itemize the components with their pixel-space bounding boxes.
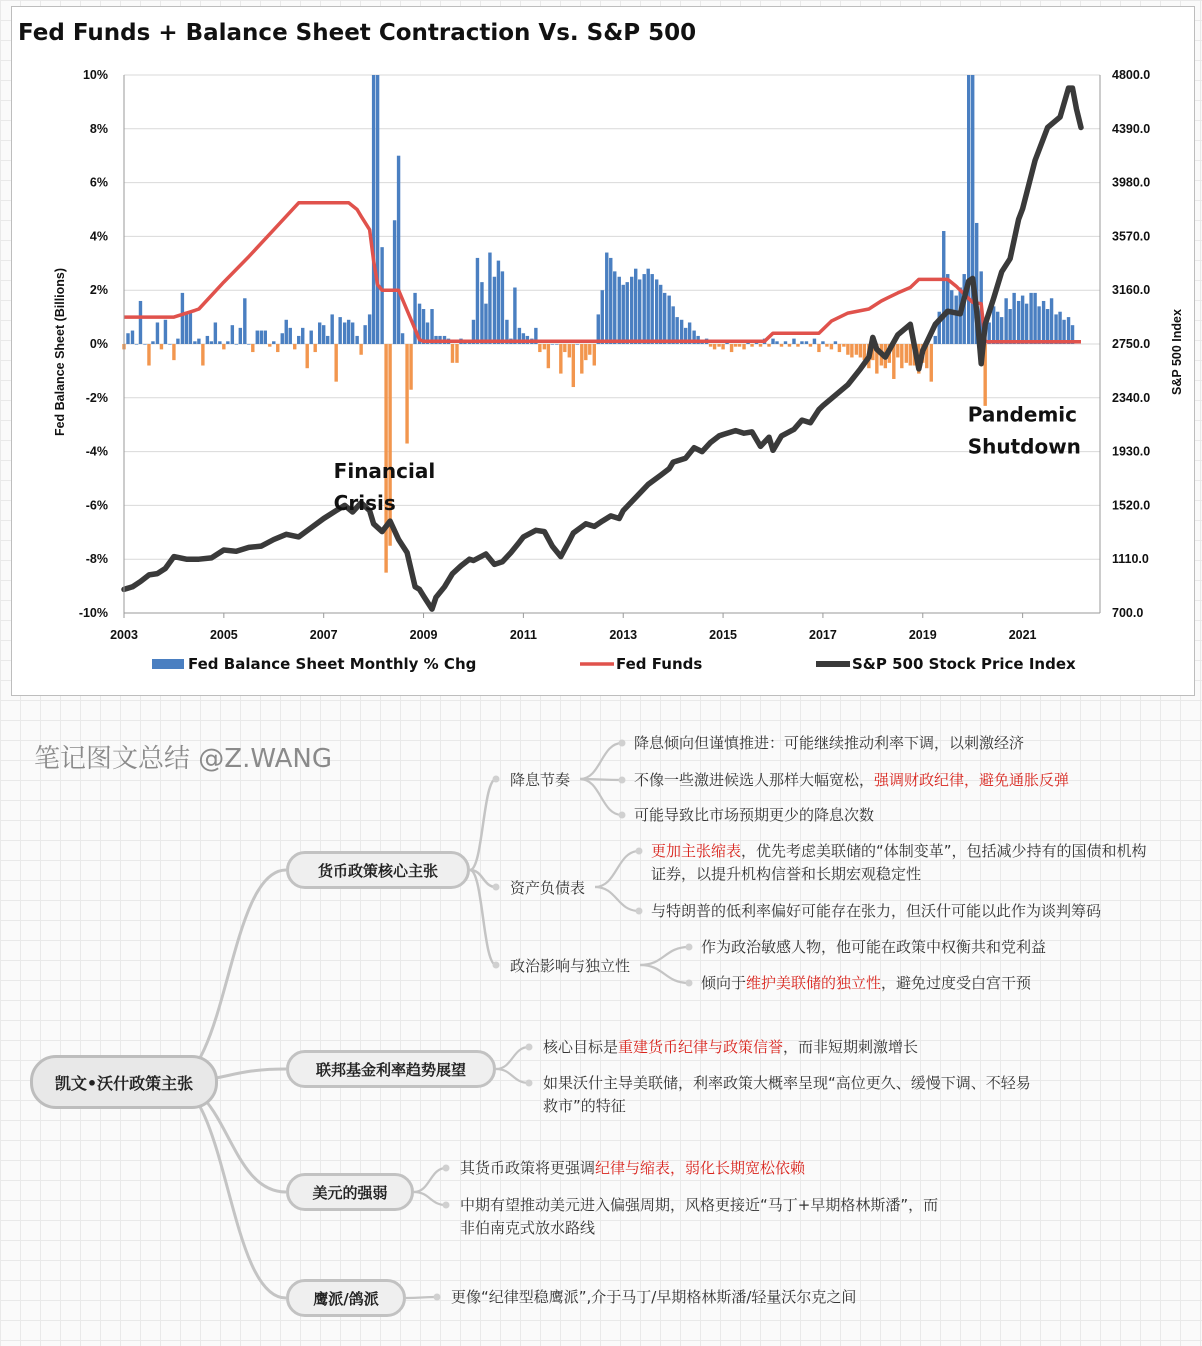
- sub-branch-label: 资产负债表: [510, 879, 586, 897]
- balance-sheet-bar: [1067, 317, 1070, 344]
- connector-dot: [493, 884, 500, 891]
- balance-sheet-bar: [247, 344, 250, 345]
- balance-sheet-bar: [1000, 317, 1003, 344]
- annotation-text: Pandemic: [967, 402, 1078, 427]
- mind-map-connectors: [0, 700, 1202, 1346]
- balance-sheet-bar: [347, 320, 350, 344]
- line-series: [124, 88, 1081, 609]
- balance-sheet-bar: [143, 344, 146, 345]
- leaf-text: [634, 769, 1069, 792]
- balance-sheet-bar: [1037, 306, 1040, 344]
- connector-dot: [526, 1044, 533, 1051]
- y-left-tick-label: -2%: [85, 390, 108, 405]
- balance-sheet-bar: [1012, 293, 1015, 344]
- balance-sheet-bar: [497, 261, 500, 344]
- balance-sheet-bar: [260, 331, 263, 344]
- y-left-tick-label: 10%: [82, 68, 108, 82]
- leaf-text-part: ，避免过度受白宫干预: [881, 974, 1032, 992]
- y-right-tick-label: 2750.0: [1112, 337, 1151, 351]
- balance-sheet-bar: [642, 274, 645, 344]
- balance-sheet-bar: [846, 344, 849, 355]
- balance-sheet-bar: [855, 344, 858, 355]
- balance-sheet-bar: [825, 344, 828, 347]
- connector: [595, 851, 639, 887]
- connector: [470, 870, 496, 965]
- balance-sheet-bar: [563, 344, 566, 352]
- connector-dot: [443, 1202, 450, 1209]
- balance-sheet-bar: [605, 253, 608, 344]
- balance-sheet-bar: [1054, 314, 1057, 344]
- balance-sheet-bar: [950, 290, 953, 344]
- balance-sheet-bar: [622, 285, 625, 344]
- y-left-tick-label: 6%: [89, 175, 108, 190]
- balance-sheet-bar: [338, 317, 341, 344]
- balance-sheet-bar: [272, 341, 275, 344]
- balance-sheet-bar: [775, 341, 778, 344]
- annotations: [334, 402, 1081, 514]
- balance-sheet-bar: [618, 277, 621, 344]
- connector-dot: [619, 740, 626, 747]
- balance-sheet-bar: [330, 314, 333, 344]
- y-left-tick-label: -4%: [85, 444, 108, 459]
- balance-sheet-bar: [343, 322, 346, 344]
- balance-sheet-bar: [351, 322, 354, 344]
- connector: [595, 887, 639, 911]
- balance-sheet-bar: [930, 344, 933, 382]
- balance-sheet-bar: [256, 331, 259, 344]
- y-right-tick-label: 1520.0: [1112, 498, 1151, 513]
- balance-sheet-bar: [193, 341, 196, 344]
- balance-sheet-bar: [942, 231, 945, 344]
- watermark: 笔记图文总结 @Z.WANG: [34, 744, 333, 774]
- highlight-text: 维护美联储的独立性: [746, 974, 882, 992]
- y-left-tick-label: 4%: [89, 229, 108, 244]
- balance-sheet-bar: [264, 331, 267, 344]
- connector-dot: [636, 848, 643, 855]
- balance-sheet-bar: [1025, 304, 1028, 344]
- balance-sheet-bar: [306, 344, 309, 368]
- balance-sheet-bar: [742, 344, 745, 349]
- balance-sheet-bar: [1046, 309, 1049, 344]
- balance-sheet-bar: [800, 341, 803, 344]
- balance-sheet-bar: [334, 344, 337, 382]
- balance-sheet-bar: [767, 344, 770, 347]
- connector: [470, 779, 496, 870]
- balance-sheet-bar: [181, 293, 184, 344]
- leaf-text-part: 其货币政策将更强调: [460, 1159, 596, 1177]
- balance-sheet-bar: [784, 341, 787, 344]
- balance-sheet-bar: [243, 298, 246, 344]
- balance-sheet-bar: [817, 344, 820, 352]
- y-right-tick-label: 4390.0: [1112, 121, 1151, 136]
- connector-dot: [493, 776, 500, 783]
- connector-dot: [443, 1165, 450, 1172]
- y-right-tick-label: 1930.0: [1112, 444, 1151, 459]
- balance-sheet-bar: [759, 344, 762, 347]
- connector-dot: [686, 944, 693, 951]
- balance-sheet-bar: [393, 220, 396, 344]
- leaf-text: [634, 804, 874, 827]
- balance-sheet-bar: [555, 344, 558, 345]
- x-tick-label: 2011: [509, 628, 537, 642]
- y-right-tick-label: 3160.0: [1112, 283, 1151, 298]
- sp500-line: [124, 88, 1081, 609]
- connector: [496, 1069, 529, 1083]
- balance-sheet-bar: [734, 344, 737, 347]
- balance-sheet-bar: [788, 344, 791, 347]
- balance-sheet-bar: [151, 341, 154, 344]
- balance-sheet-bar: [322, 325, 325, 344]
- legend-label: Fed Balance Sheet Monthly % Chg: [188, 655, 477, 673]
- balance-sheet-bar: [909, 344, 912, 366]
- leaf-text-part: 降息倾向但谨慎推进：可能继续推动利率下调，以刺激经济: [634, 734, 1025, 752]
- balance-sheet-bar: [834, 341, 837, 344]
- balance-sheet-bar: [455, 344, 458, 363]
- balance-sheet-bar: [185, 312, 188, 344]
- connector: [640, 947, 689, 965]
- balance-sheet-bar: [422, 309, 425, 344]
- balance-sheet-bar: [156, 322, 159, 344]
- balance-sheet-bar: [372, 75, 375, 344]
- balance-sheet-bar: [135, 344, 138, 345]
- balance-sheet-bar: [805, 341, 808, 344]
- balance-sheet-bar: [488, 253, 491, 344]
- balance-sheet-bar: [218, 341, 221, 344]
- balance-sheet-bar: [380, 247, 383, 344]
- balance-sheet-bar: [206, 336, 209, 344]
- chart-panel: [11, 6, 1195, 696]
- balance-sheet-bar: [630, 277, 633, 344]
- x-tick-label: 2013: [609, 628, 638, 642]
- balance-sheet-bar: [543, 344, 546, 349]
- y-left-tick-label: -6%: [85, 498, 108, 513]
- balance-sheet-bar: [363, 325, 366, 344]
- balance-sheet-bar: [601, 290, 604, 344]
- balance-sheet-bar: [638, 279, 641, 344]
- leaf-text-part: 中期有望推动美元进入偏强周期，风格更接近“马丁+早期格林斯潘”，而非伯南克式放水路线: [460, 1196, 939, 1237]
- balance-sheet-bar: [671, 306, 674, 344]
- balance-sheet-bar: [301, 328, 304, 344]
- y-left-tick-label: 0%: [89, 337, 108, 351]
- balance-sheet-bar: [359, 344, 362, 355]
- balance-sheet-bar: [896, 344, 899, 357]
- legend: [152, 655, 1076, 673]
- balance-sheet-bar: [780, 344, 783, 347]
- x-tick-label: 2021: [1008, 628, 1037, 642]
- balance-sheet-bar: [796, 344, 799, 347]
- connector-dot: [686, 980, 693, 987]
- highlight-text: 纪律与缩表，弱化长期宽松依赖: [595, 1159, 806, 1177]
- balance-sheet-bar: [1017, 301, 1020, 344]
- y-left-tick-label: 2%: [89, 283, 108, 298]
- y-right-tick-label: 700.0: [1112, 606, 1144, 620]
- branch-node: 鹰派/鸽派: [286, 1279, 406, 1317]
- y-right-tick-label: 2340.0: [1112, 390, 1151, 405]
- connector: [170, 1082, 286, 1298]
- balance-sheet-bar: [830, 344, 833, 349]
- balance-sheet-bar: [401, 333, 404, 344]
- balance-sheet-bar: [176, 339, 179, 344]
- leaf-text-part: ，而非短期刺激增长: [783, 1038, 919, 1056]
- balance-sheet-bar: [409, 344, 412, 390]
- balance-sheet-bar: [750, 344, 753, 347]
- x-tick-label: 2015: [709, 628, 737, 642]
- balance-sheet-bar: [838, 344, 841, 352]
- balance-sheet-bar: [655, 279, 658, 344]
- balance-sheet-bar: [584, 344, 587, 360]
- balance-sheet-bar: [480, 282, 483, 344]
- balance-sheet-bar: [1050, 298, 1053, 344]
- connector: [414, 1168, 446, 1192]
- connector-dot: [493, 962, 500, 969]
- balance-sheet-bar: [210, 341, 213, 344]
- balance-sheet-bar: [738, 344, 741, 347]
- balance-sheet-bar: [493, 277, 496, 344]
- legend-label: S&P 500 Stock Price Index: [852, 655, 1076, 673]
- balance-sheet-bar: [934, 336, 937, 344]
- balance-sheet-bar: [326, 336, 329, 344]
- leaf-text: [651, 840, 1161, 886]
- balance-sheet-bar: [667, 296, 670, 344]
- balance-sheet-bar: [484, 304, 487, 344]
- leaf-text: [701, 936, 1046, 959]
- balance-sheet-bar: [809, 344, 812, 347]
- chart-title: Fed Funds + Balance Sheet Contraction Vs. S&P 500: [18, 20, 697, 46]
- balance-sheet-bar: [813, 339, 816, 344]
- mind-map: [0, 700, 1202, 1346]
- y-left-tick-label: 8%: [89, 121, 108, 136]
- balance-sheet-bar: [859, 344, 862, 357]
- y-right-tick-label: 4800.0: [1112, 68, 1151, 82]
- balance-sheet-bar: [314, 344, 317, 352]
- balance-sheet-bar: [821, 341, 824, 344]
- balance-sheet-bar: [297, 336, 300, 344]
- y-left-tick-label: -8%: [85, 552, 108, 567]
- balance-sheet-bar: [197, 339, 200, 344]
- balance-sheet-bar: [713, 344, 716, 349]
- highlight-text: 强调财政纪律，避免通胀反弹: [874, 771, 1070, 789]
- legend-swatch: [152, 659, 184, 669]
- balance-sheet-bar: [717, 344, 720, 347]
- balance-sheet-bar: [992, 306, 995, 344]
- leaf-text: [460, 1157, 805, 1180]
- leaf-text-part: 不像一些激进候选人那样大幅宽松，: [634, 771, 875, 789]
- balance-sheet-bar: [289, 328, 292, 344]
- balance-sheet-bar: [613, 271, 616, 344]
- balance-sheet-bar: [201, 344, 204, 366]
- balance-sheet-bar: [1042, 301, 1045, 344]
- axes: [79, 68, 1150, 642]
- balance-sheet-bar: [293, 344, 296, 349]
- balance-sheet-bar: [905, 344, 908, 363]
- balance-sheet-bar: [900, 344, 903, 368]
- balance-sheet-bar: [281, 333, 284, 344]
- balance-sheet-bar: [792, 339, 795, 344]
- mind-map-root: 凯文•沃什政策主张: [30, 1055, 218, 1109]
- balance-sheet-bar: [310, 331, 313, 344]
- balance-sheet-bar: [318, 322, 321, 344]
- annotation-text: Financial: [333, 458, 436, 483]
- balance-sheet-bar: [160, 344, 163, 349]
- x-tick-label: 2017: [809, 628, 837, 642]
- balance-sheet-bar: [576, 344, 579, 345]
- balance-sheet-bar: [147, 344, 150, 366]
- balance-sheet-bar: [276, 344, 279, 352]
- x-tick-label: 2005: [209, 628, 238, 642]
- y-right-tick-label: 3980.0: [1112, 175, 1151, 190]
- balance-sheet-bar: [388, 344, 391, 546]
- leaf-text: [543, 1072, 1043, 1118]
- balance-sheet-bar: [251, 344, 254, 352]
- balance-sheet-bar: [164, 320, 167, 344]
- chart-svg: [12, 7, 1194, 695]
- leaf-text: [451, 1286, 856, 1309]
- leaf-text: [460, 1194, 950, 1240]
- balance-sheet-bar: [538, 344, 541, 352]
- balance-sheet-bar: [580, 344, 583, 374]
- balance-sheet-bar: [214, 322, 217, 344]
- branch-node: 货币政策核心主张: [286, 851, 470, 889]
- balance-sheet-bar: [593, 344, 596, 366]
- balance-sheet-bar: [172, 344, 175, 360]
- balance-sheet-bar: [559, 344, 562, 374]
- connector-dot: [434, 1294, 441, 1301]
- annotation-text: Shutdown: [967, 434, 1081, 459]
- balance-sheet-bar: [501, 271, 504, 344]
- connector: [580, 779, 622, 815]
- balance-sheet-bar: [955, 296, 958, 344]
- y-axis-left-title: Fed Balance Sheet (Billions): [53, 267, 67, 437]
- x-tick-label: 2009: [409, 628, 438, 642]
- balance-sheet-bar: [659, 285, 662, 344]
- leaf-text-part: 可能导致比市场预期更少的降息次数: [634, 806, 875, 824]
- balance-sheet-bar: [285, 320, 288, 344]
- balance-sheet-bar: [376, 75, 379, 344]
- balance-sheet-bar: [235, 344, 238, 345]
- balance-sheet-bar: [222, 344, 225, 349]
- balance-sheet-bar: [842, 344, 845, 347]
- balance-sheet-bar: [268, 344, 271, 347]
- leaf-text-part: 与特朗普的低利率偏好可能存在张力，但沃什可能以此作为谈判筹码: [651, 902, 1102, 920]
- balance-sheet-bar: [967, 75, 970, 344]
- leaf-text-part: 更像“纪律型稳鹰派”,介于马丁/早期格林斯潘/轻量沃尔克之间: [451, 1288, 857, 1306]
- balance-sheet-bar: [730, 344, 733, 352]
- sub-branch-label: 降息节奏: [510, 771, 571, 789]
- balance-sheet-bars: [122, 75, 1074, 573]
- connector-dot: [636, 908, 643, 915]
- balance-sheet-bar: [771, 339, 774, 344]
- balance-sheet-bar: [572, 344, 575, 387]
- balance-sheet-bar: [1004, 298, 1007, 344]
- y-axis-right-title: S&P 500 Index: [1170, 309, 1184, 395]
- connector: [406, 1297, 437, 1298]
- branch-node: 联邦基金利率趋势展望: [286, 1050, 496, 1088]
- balance-sheet-bar: [709, 344, 712, 347]
- balance-sheet-bar: [663, 293, 666, 344]
- balance-sheet-bar: [355, 336, 358, 344]
- connector: [496, 1047, 529, 1069]
- balance-sheet-bar: [513, 288, 516, 344]
- balance-sheet-bar: [1033, 293, 1036, 344]
- balance-sheet-bar: [451, 344, 454, 363]
- balance-sheet-bar: [168, 344, 171, 345]
- balance-sheet-bar: [721, 344, 724, 349]
- connector-dot: [619, 812, 626, 819]
- balance-sheet-bar: [996, 312, 999, 344]
- balance-sheet-bar: [189, 312, 192, 344]
- leaf-text: [701, 972, 1031, 995]
- highlight-text: 更加主张缩表: [651, 842, 742, 860]
- x-tick-label: 2019: [908, 628, 937, 642]
- y-right-tick-label: 1110.0: [1112, 552, 1149, 567]
- x-tick-label: 2007: [309, 628, 338, 642]
- balance-sheet-bar: [405, 344, 408, 444]
- balance-sheet-bar: [139, 301, 142, 344]
- connector: [414, 1192, 446, 1205]
- balance-sheet-bar: [547, 344, 550, 368]
- leaf-text: [651, 900, 1101, 923]
- balance-sheet-bar: [1058, 312, 1061, 344]
- highlight-text: 重建货币纪律与政策信誉: [618, 1038, 784, 1056]
- balance-sheet-bar: [634, 269, 637, 344]
- balance-sheet-bar: [1008, 309, 1011, 344]
- leaf-text-part: ，优先考虑美联储的“体制变革”，包括减少持有的国债和机构证券，以提升机构信誉和长期宏观稳定性: [651, 842, 1147, 883]
- balance-sheet-bar: [626, 282, 629, 344]
- branch-node: 美元的强弱: [286, 1173, 414, 1211]
- balance-sheet-bar: [239, 328, 242, 344]
- sub-branch-label: 政治影响与独立性: [510, 957, 631, 975]
- balance-sheet-bar: [850, 344, 853, 357]
- connector-dot: [619, 777, 626, 784]
- balance-sheet-bar: [226, 341, 229, 344]
- leaf-text: [634, 732, 1024, 755]
- leaf-text-part: 核心目标是: [543, 1038, 619, 1056]
- balance-sheet-bar: [609, 258, 612, 344]
- annotation-text: Crisis: [333, 490, 396, 515]
- balance-sheet-bar: [1021, 296, 1024, 344]
- connector: [170, 870, 286, 1082]
- balance-sheet-bar: [588, 344, 591, 355]
- legend-label: Fed Funds: [616, 655, 703, 673]
- y-right-tick-label: 3570.0: [1112, 229, 1151, 244]
- connector-dot: [526, 1080, 533, 1087]
- balance-sheet-bar: [126, 333, 129, 344]
- y-left-tick-label: -10%: [78, 606, 108, 620]
- leaf-text-part: 倾向于: [701, 974, 747, 992]
- leaf-text-part: 如果沃什主导美联储，利率政策大概率呈现“高位更久、缓慢下调、不轻易救市”的特征: [543, 1074, 1031, 1115]
- balance-sheet-bar: [368, 314, 371, 344]
- balance-sheet-bar: [397, 156, 400, 344]
- balance-sheet-bar: [568, 344, 571, 357]
- balance-sheet-bar: [131, 331, 134, 344]
- leaf-text-part: 作为政治敏感人物，他可能在政策中权衡共和党利益: [701, 938, 1047, 956]
- balance-sheet-bar: [650, 274, 653, 344]
- balance-sheet-bar: [646, 269, 649, 344]
- balance-sheet-bar: [430, 309, 433, 344]
- balance-sheet-bar: [1029, 293, 1032, 344]
- balance-sheet-bar: [231, 325, 234, 344]
- x-tick-label: 2003: [110, 628, 138, 642]
- connector: [580, 743, 622, 779]
- balance-sheet-bar: [551, 344, 554, 345]
- leaf-text: [543, 1036, 918, 1059]
- connector: [640, 965, 689, 983]
- balance-sheet-bar: [476, 258, 479, 344]
